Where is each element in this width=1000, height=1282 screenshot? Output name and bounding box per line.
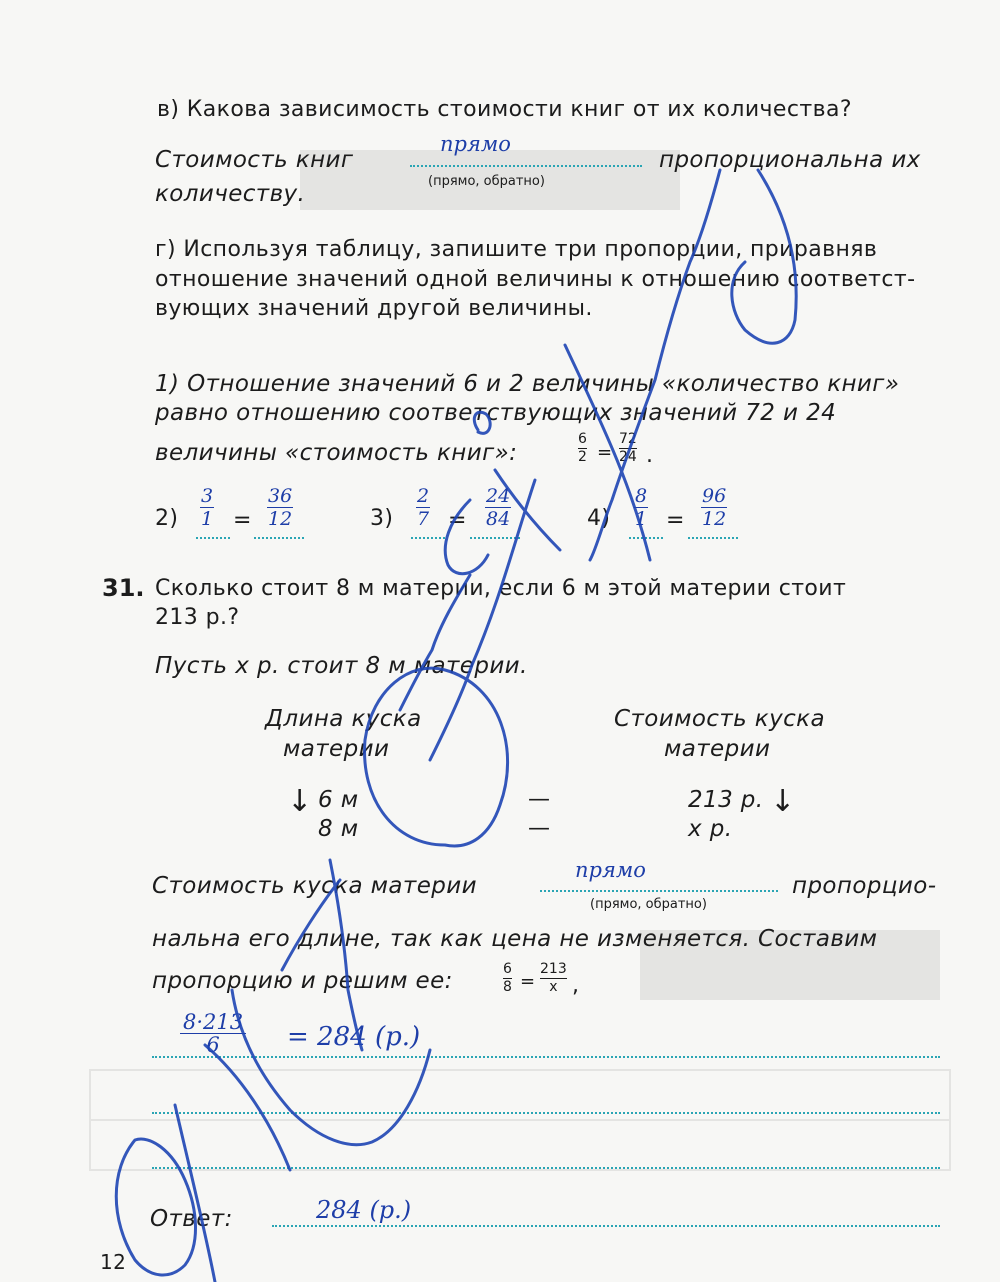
row1-dash: — (528, 787, 551, 812)
proportion-2-fraction-b: 36 12 (268, 485, 293, 530)
question-g-line3: вующих значений другой величины. (155, 296, 593, 321)
proportion-2-fraction-a: 3 1 (201, 485, 214, 530)
equation-comma: , (572, 973, 580, 998)
proportion-4-fraction-a: 8 1 (635, 485, 648, 530)
proportion-3-equals: = (448, 508, 467, 533)
scribble-stroke-12 (205, 1045, 290, 1170)
example-period: . (646, 443, 654, 468)
scribble-stroke-10 (330, 860, 362, 1050)
proportion-4-fraction-b: 96 12 (702, 485, 727, 530)
proportion-4-equals: = (666, 508, 685, 533)
scribble-oval-large (365, 668, 508, 846)
column-length-header-1: Длина куска (265, 706, 422, 732)
answer-label: Ответ: (150, 1206, 233, 1232)
proportion-2-label: 2) (155, 506, 179, 531)
equation-fraction-a: 6 8 (503, 961, 512, 995)
proportion-3-label: 3) (370, 506, 394, 531)
scribble-stroke-3 (565, 345, 650, 560)
answer-v-start: Стоимость книг (155, 147, 354, 173)
task-number: 31. (102, 574, 145, 602)
example-line3: величины «стоимость книг»: (155, 440, 518, 466)
proportion-3-fraction-a: 2 7 (417, 485, 430, 530)
column-cost-header-2: материи (664, 736, 771, 762)
proportion-3-fraction-b: 24 84 (486, 485, 511, 530)
row2-length: 8 м (318, 816, 359, 842)
solution-fraction: 8·213 6 (183, 1012, 243, 1055)
answer-v-hint: (прямо, обратно) (428, 174, 545, 189)
answer-handwritten: 284 (р.) (316, 1196, 412, 1224)
equation-fraction-b: 213 x (540, 961, 567, 995)
example-fraction-a: 6 2 (578, 431, 587, 465)
question-g-line1: г) Используя таблицу, запишите три пропорции, приравняв (155, 237, 878, 262)
answer-v-line2: количеству. (155, 181, 306, 207)
task-text-line1: Сколько стоит 8 м материи, если 6 м этой материи стоит (155, 576, 847, 601)
scribble-stroke-13 (175, 1105, 215, 1282)
example-equals: = (597, 442, 613, 463)
example-line2: равно отношению соответствующих значений 72 и 24 (155, 400, 837, 426)
equation-equals: = (520, 971, 536, 992)
row1-length: 6 м (318, 787, 359, 813)
example-fraction-b: 72 24 (619, 431, 637, 465)
page-number: 12 (100, 1250, 127, 1274)
scribble-stroke-6 (474, 412, 490, 433)
down-arrow-icon: ↓ (287, 784, 313, 819)
scribble-stroke-11 (232, 990, 430, 1145)
row2-dash: — (528, 816, 551, 841)
proportionality-handwritten: прямо (575, 858, 646, 882)
task-text-line2: 213 р.? (155, 605, 240, 630)
row1-cost: 213 р. (688, 787, 764, 813)
proportionality-line2: нальна его длине, так как цена не изменяется. Составим (152, 926, 878, 952)
proportionality-end: пропорцио- (792, 873, 937, 899)
scribble-stroke-1 (732, 170, 796, 343)
down-arrow-icon: ↓ (770, 784, 796, 819)
solution-result: = 284 (р.) (287, 1022, 421, 1052)
proportionality-hint: (прямо, обратно) (590, 897, 707, 912)
proportionality-start: Стоимость куска материи (152, 873, 477, 899)
answer-v-end: пропорциональна их (659, 147, 921, 173)
row2-cost: x р. (688, 816, 733, 842)
task-let-statement: Пусть x р. стоит 8 м материи. (155, 653, 528, 679)
example-line1: 1) Отношение значений 6 и 2 величины «количество книг» (155, 371, 900, 397)
answer-v-handwritten: прямо (440, 132, 511, 156)
scribble-stroke-2 (590, 170, 720, 560)
question-g-line2: отношение значений одной величины к отношению соответст- (155, 267, 916, 292)
question-v: в) Какова зависимость стоимости книг от их количества? (157, 97, 852, 122)
proportion-4-label: 4) (587, 506, 611, 531)
scribble-stroke-9 (282, 880, 340, 970)
proportionality-line3: пропорцию и решим ее: (152, 968, 453, 994)
scribble-oval-small (116, 1139, 195, 1275)
scribble-stroke-5 (495, 470, 560, 550)
proportion-2-equals: = (233, 508, 252, 533)
scribble-stroke-7 (400, 575, 470, 710)
column-cost-header-1: Стоимость куска (614, 706, 825, 732)
column-length-header-2: материи (283, 736, 390, 762)
scribble-stroke-4 (445, 500, 488, 574)
